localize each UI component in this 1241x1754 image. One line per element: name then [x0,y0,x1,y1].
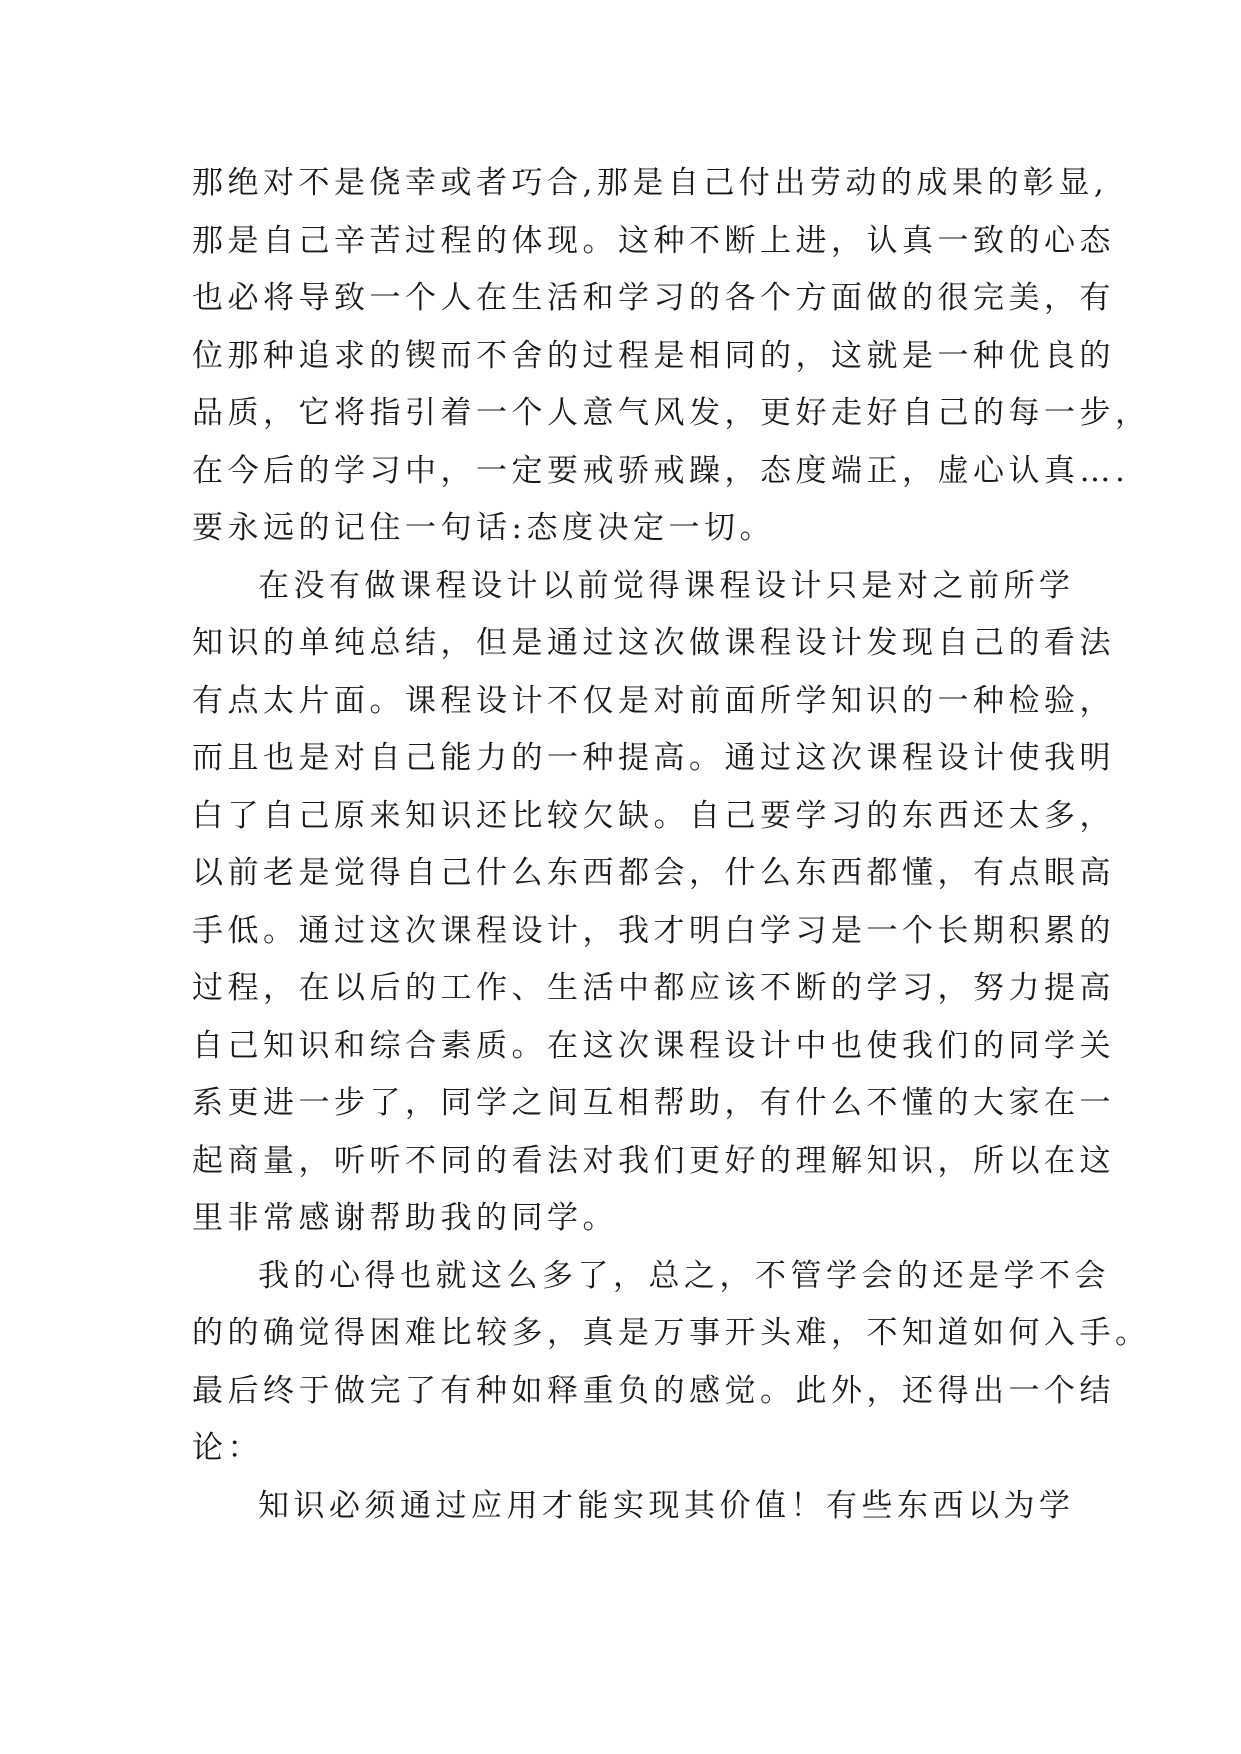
body-text [192,155,1151,1535]
text-line: 那绝对不是侥幸或者巧合,那是自己付出劳动的成果的彰显, [192,165,1109,201]
text-line: 要永远的记住一句话:态度决定一切。 [192,510,775,546]
text-line: 系更进一步了，同学之间互相帮助，有什么不懂的大家在一 [192,1085,1115,1121]
text-line: 我的心得也就这么多了，总之，不管学会的还是学不会 [258,1257,1110,1294]
text-line: 起商量，听听不同的看法对我们更好的理解知识，所以在这 [192,1142,1115,1179]
text-line: 品质，它将指引着一个人意气风发，更好走好自己的每一步， [192,395,1151,431]
text-line: 手低。通过这次课程设计，我才明白学习是一个长期积累的 [192,912,1115,949]
text-line: 论： [192,1430,263,1466]
text-line: 而且也是对自己能力的一种提高。通过这次课程设计使我明 [192,740,1115,776]
text-line: 最后终于做完了有种如释重负的感觉。此外，还得出一个结 [192,1372,1115,1409]
text-line: 以前老是觉得自己什么东西都会，什么东西都懂，有点眼高 [192,855,1115,891]
text-line: 在没有做课程设计以前觉得课程设计只是对之前所学 [258,567,1075,604]
text-line: 自己知识和综合素质。在这次课程设计中也使我们的同学关 [192,1027,1115,1064]
text-line: 也必将导致一个人在生活和学习的各个方面做的很完美，有 [192,280,1115,316]
text-line: 白了自己原来知识还比较欠缺。自己要学习的东西还太多， [192,797,1115,834]
text-line: 有点太片面。课程设计不仅是对前面所学知识的一种检验， [192,682,1115,719]
text-line: 的的确觉得困难比较多，真是万事开头难，不知道如何入手。 [192,1315,1151,1351]
text-line: 过程，在以后的工作、生活中都应该不断的学习，努力提高 [192,970,1115,1006]
text-line: 那是自己辛苦过程的体现。这种不断上进，认真一致的心态 [192,222,1115,259]
text-line: 在今后的学习中，一定要戒骄戒躁，态度端正，虚心认真…. [192,452,1130,489]
text-line: 里非常感谢帮助我的同学。 [192,1200,618,1236]
text-line: 知识的单纯总结，但是通过这次做课程设计发现自己的看法 [192,625,1115,661]
text-line: 知识必须通过应用才能实现其价值！有些东西以为学 [258,1487,1075,1524]
text-line: 位那种追求的锲而不舍的过程是相同的，这就是一种优良的 [192,337,1115,374]
